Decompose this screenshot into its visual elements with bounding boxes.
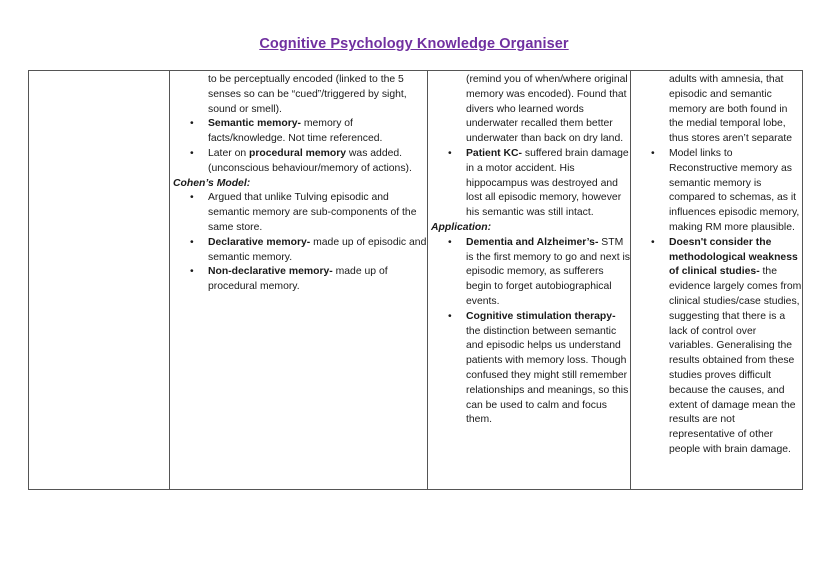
column-1-empty — [29, 71, 170, 489]
bullet-icon: • — [448, 310, 452, 322]
section-heading-cohens-model: Cohen’s Model: — [173, 177, 251, 189]
bullet-icon: • — [651, 147, 655, 159]
bullet-list-evaluation — [631, 147, 802, 458]
column-2-models — [170, 71, 428, 489]
bullet-icon: • — [190, 118, 194, 130]
bullet-icon: • — [190, 236, 194, 248]
bullet-list-tulving — [170, 117, 427, 176]
list-item-reconstructive-memory: • Model links to Reconstructive memory as semantic memory is compared to schemas, as it influences episodic memory, making RM more plausible. — [651, 147, 800, 233]
column-4-evaluation — [631, 71, 802, 489]
continuation-text: to be perceptually encoded (linked to the 5 senses so can be “cued”/triggered by sight, sound or smell). — [208, 74, 407, 115]
list-item-declarative-memory: • Declarative memory- made up of episodic and semantic memory. — [190, 236, 427, 263]
bullet-icon: • — [448, 147, 452, 159]
list-item-patient-kc: • Patient KC- suffered brain damage in a motor accident. His hippocampus was destroyed and lost all episodic memory, however his semantic was still intact. — [448, 147, 629, 219]
list-item-non-declarative-memory: • Non-declarative memory- made up of procedural memory. — [190, 266, 388, 293]
list-item-cognitive-stimulation: • Cognitive stimulation therapy- the distinction between semantic and episodic helps us understand patients with memory loss. Though confused they might still remember relationships and meanings, so this can be used to calm and focus them. — [448, 310, 629, 426]
continuation-text: adults with amnesia, that episodic and semantic memory are both found in the medial temporal lobe, thus stores aren’t separate — [669, 74, 793, 145]
bullet-icon: • — [190, 266, 194, 278]
bullet-list-application — [428, 236, 630, 428]
bullet-icon: • — [190, 147, 194, 159]
list-item-procedural-memory: • Later on procedural memory was added. (unconscious behaviour/memory of actions). — [190, 147, 412, 174]
bullet-icon: • — [190, 192, 194, 204]
list-item-methodological-weakness: • Doesn't consider the methodological weakness of clinical studies- the evidence largely comes from clinical studies/case studies, suggesting that there is a lack of control over variables. Generalising the results obtained from these studies proves difficult because the causes, and extent of damage mean the results are not representative of other people with brain damage. — [651, 236, 802, 455]
organiser-table — [28, 70, 803, 490]
bullet-icon: • — [651, 236, 655, 248]
column-3-evidence-application — [428, 71, 631, 489]
section-heading-application: Application: — [431, 221, 492, 233]
list-item-dementia: • Dementia and Alzheimer’s- STM is the first memory to go and next is episodic memory, as sufferers begin to forget autobiographical events. — [448, 236, 631, 307]
continuation-text: (remind you of when/where original memory was encoded). Found that divers who learned words underwater recalled them better underwater than back on dry land. — [466, 74, 628, 145]
list-item-argued: • Argued that unlike Tulving episodic and semantic memory are sub-components of the same store. — [190, 192, 417, 233]
bullet-list-cohen — [170, 191, 427, 295]
bullet-icon: • — [448, 236, 452, 248]
document-title: Cognitive Psychology Knowledge Organiser — [259, 36, 569, 52]
list-item-semantic-memory: • Semantic memory- memory of facts/knowledge. Not time referenced. — [190, 118, 383, 145]
bullet-list-evidence — [428, 147, 630, 221]
